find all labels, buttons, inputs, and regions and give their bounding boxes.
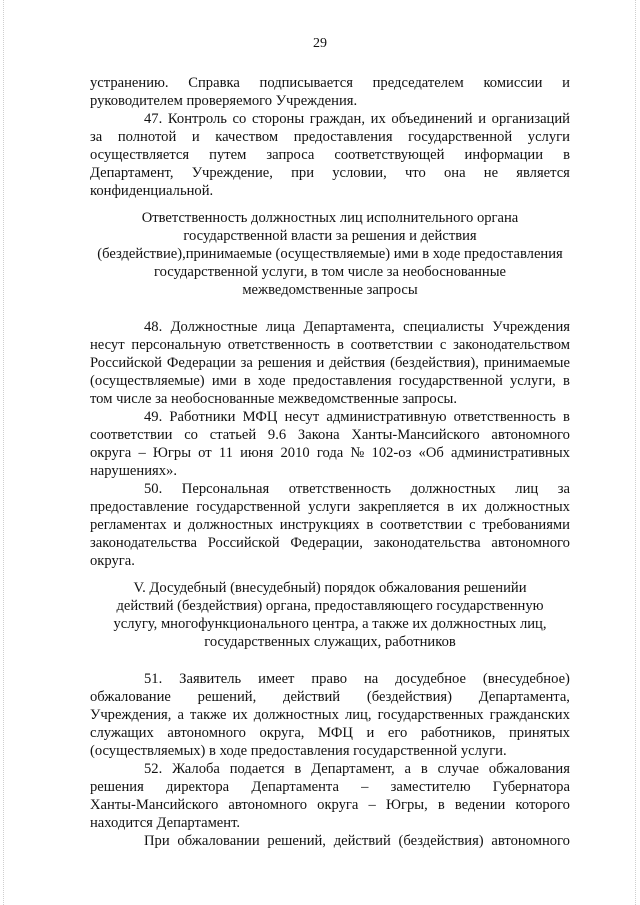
text-line: 52. Жалоба подается в Департамент, а в случае обжалования xyxy=(144,761,570,777)
text-line: 49. Работники МФЦ несут административную ответственность в xyxy=(144,409,570,425)
text-line: 51. Заявитель имеет право на досудебное (внесудебное) xyxy=(144,671,570,687)
text-line: устранению. Справка подписывается председателем комиссии и xyxy=(90,75,570,91)
heading-line: межведомственные запросы xyxy=(242,282,418,298)
text-line: нарушениях». xyxy=(90,463,177,479)
text-line: соответствии со статьей 9.6 Закона Ханты-Мансийского автономного xyxy=(90,427,570,443)
text-line: Департамент, Учреждение, при условии, что она не является xyxy=(90,165,570,181)
heading-line: Ответственность должностных лиц исполнительного органа xyxy=(141,210,519,226)
text-line: 50. Персональная ответственность должностных лиц за xyxy=(144,481,570,497)
heading-line: (бездействие),принимаемые (осуществляемые) ими в ходе предоставления xyxy=(97,246,563,262)
text-line: осуществляется путем запроса соответствующей информации в xyxy=(90,147,570,163)
text-block-p47 xyxy=(90,110,570,200)
text-block-p49 xyxy=(90,408,570,480)
text-line: Учреждения, а также их должностных лиц, государственных гражданских xyxy=(90,707,570,723)
text-block-p46-end xyxy=(90,74,570,110)
text-line: 48. Должностные лица Департамента, специалисты Учреждения xyxy=(144,319,570,335)
text-line: округа. xyxy=(90,553,135,569)
text-line: несут персональную ответственность в соответствии с законодательством xyxy=(90,337,570,353)
text-block-heading-section-v xyxy=(90,579,570,651)
text-block-p51 xyxy=(90,670,570,760)
text-line: При обжаловании решений, действий (бездействия) автономного xyxy=(144,833,570,849)
text-line: 47. Контроль со стороны граждан, их объединений и организаций xyxy=(144,111,570,127)
text-line: обжалование решений, действий (бездействия) Департамента, xyxy=(90,689,570,705)
text-line: предоставление государственной услуги закрепляется в их должностных xyxy=(90,499,570,515)
text-line: (осуществляемые) ими в ходе предоставления государственной услуги, в xyxy=(90,373,570,389)
text-line: находится Департамент. xyxy=(90,815,241,831)
text-line: за полнотой и качеством предоставления государственной услуги xyxy=(90,129,570,145)
text-line: регламентах и должностных инструкциях в соответствии с требованиями xyxy=(90,517,570,533)
text-line: том числе за необоснованные межведомственные запросы. xyxy=(90,391,457,407)
heading-line: V. Досудебный (внесудебный) порядок обжалования решенийи xyxy=(133,580,527,596)
scan-edge-left xyxy=(3,0,4,905)
text-line: (осуществляемых) в ходе предоставления государственной услуги. xyxy=(90,743,507,759)
text-line: округа – Югры от 11 июня 2010 года № 102-оз «Об административных xyxy=(90,445,570,461)
text-block-p52 xyxy=(90,760,570,832)
text-line: Российской Федерации за решения и действия (бездействия), принимаемые xyxy=(90,355,570,371)
text-line: Ханты-Мансийского автономного округа – Югры, в ведении которого xyxy=(90,797,570,813)
heading-line: услугу, многофункционального центра, а также их должностных лиц, xyxy=(113,616,547,632)
text-block-p48 xyxy=(90,318,570,408)
heading-line: государственной власти за решения и действия xyxy=(183,228,477,244)
text-line: служащих автономного округа, МФЦ и его работников, принятых xyxy=(90,725,570,741)
heading-line: государственной услуги, в том числе за необоснованные xyxy=(154,264,506,280)
text-block-p53-start xyxy=(90,832,570,850)
text-block-heading-responsibility xyxy=(90,209,570,299)
heading-line: действий (бездействия) органа, предоставляющего государственную xyxy=(116,598,544,614)
text-line: законодательства Российской Федерации, законодательства автономного xyxy=(90,535,570,551)
text-line: решения директора Департамента – заместителю Губернатора xyxy=(90,779,570,795)
scan-edge-right xyxy=(635,0,636,905)
heading-line: государственных служащих, работников xyxy=(204,634,456,650)
page-number: 29 xyxy=(313,36,327,51)
text-line: конфиденциальной. xyxy=(90,183,214,199)
text-line: руководителем проверяемого Учреждения. xyxy=(90,93,358,109)
text-block-p50 xyxy=(90,480,570,570)
